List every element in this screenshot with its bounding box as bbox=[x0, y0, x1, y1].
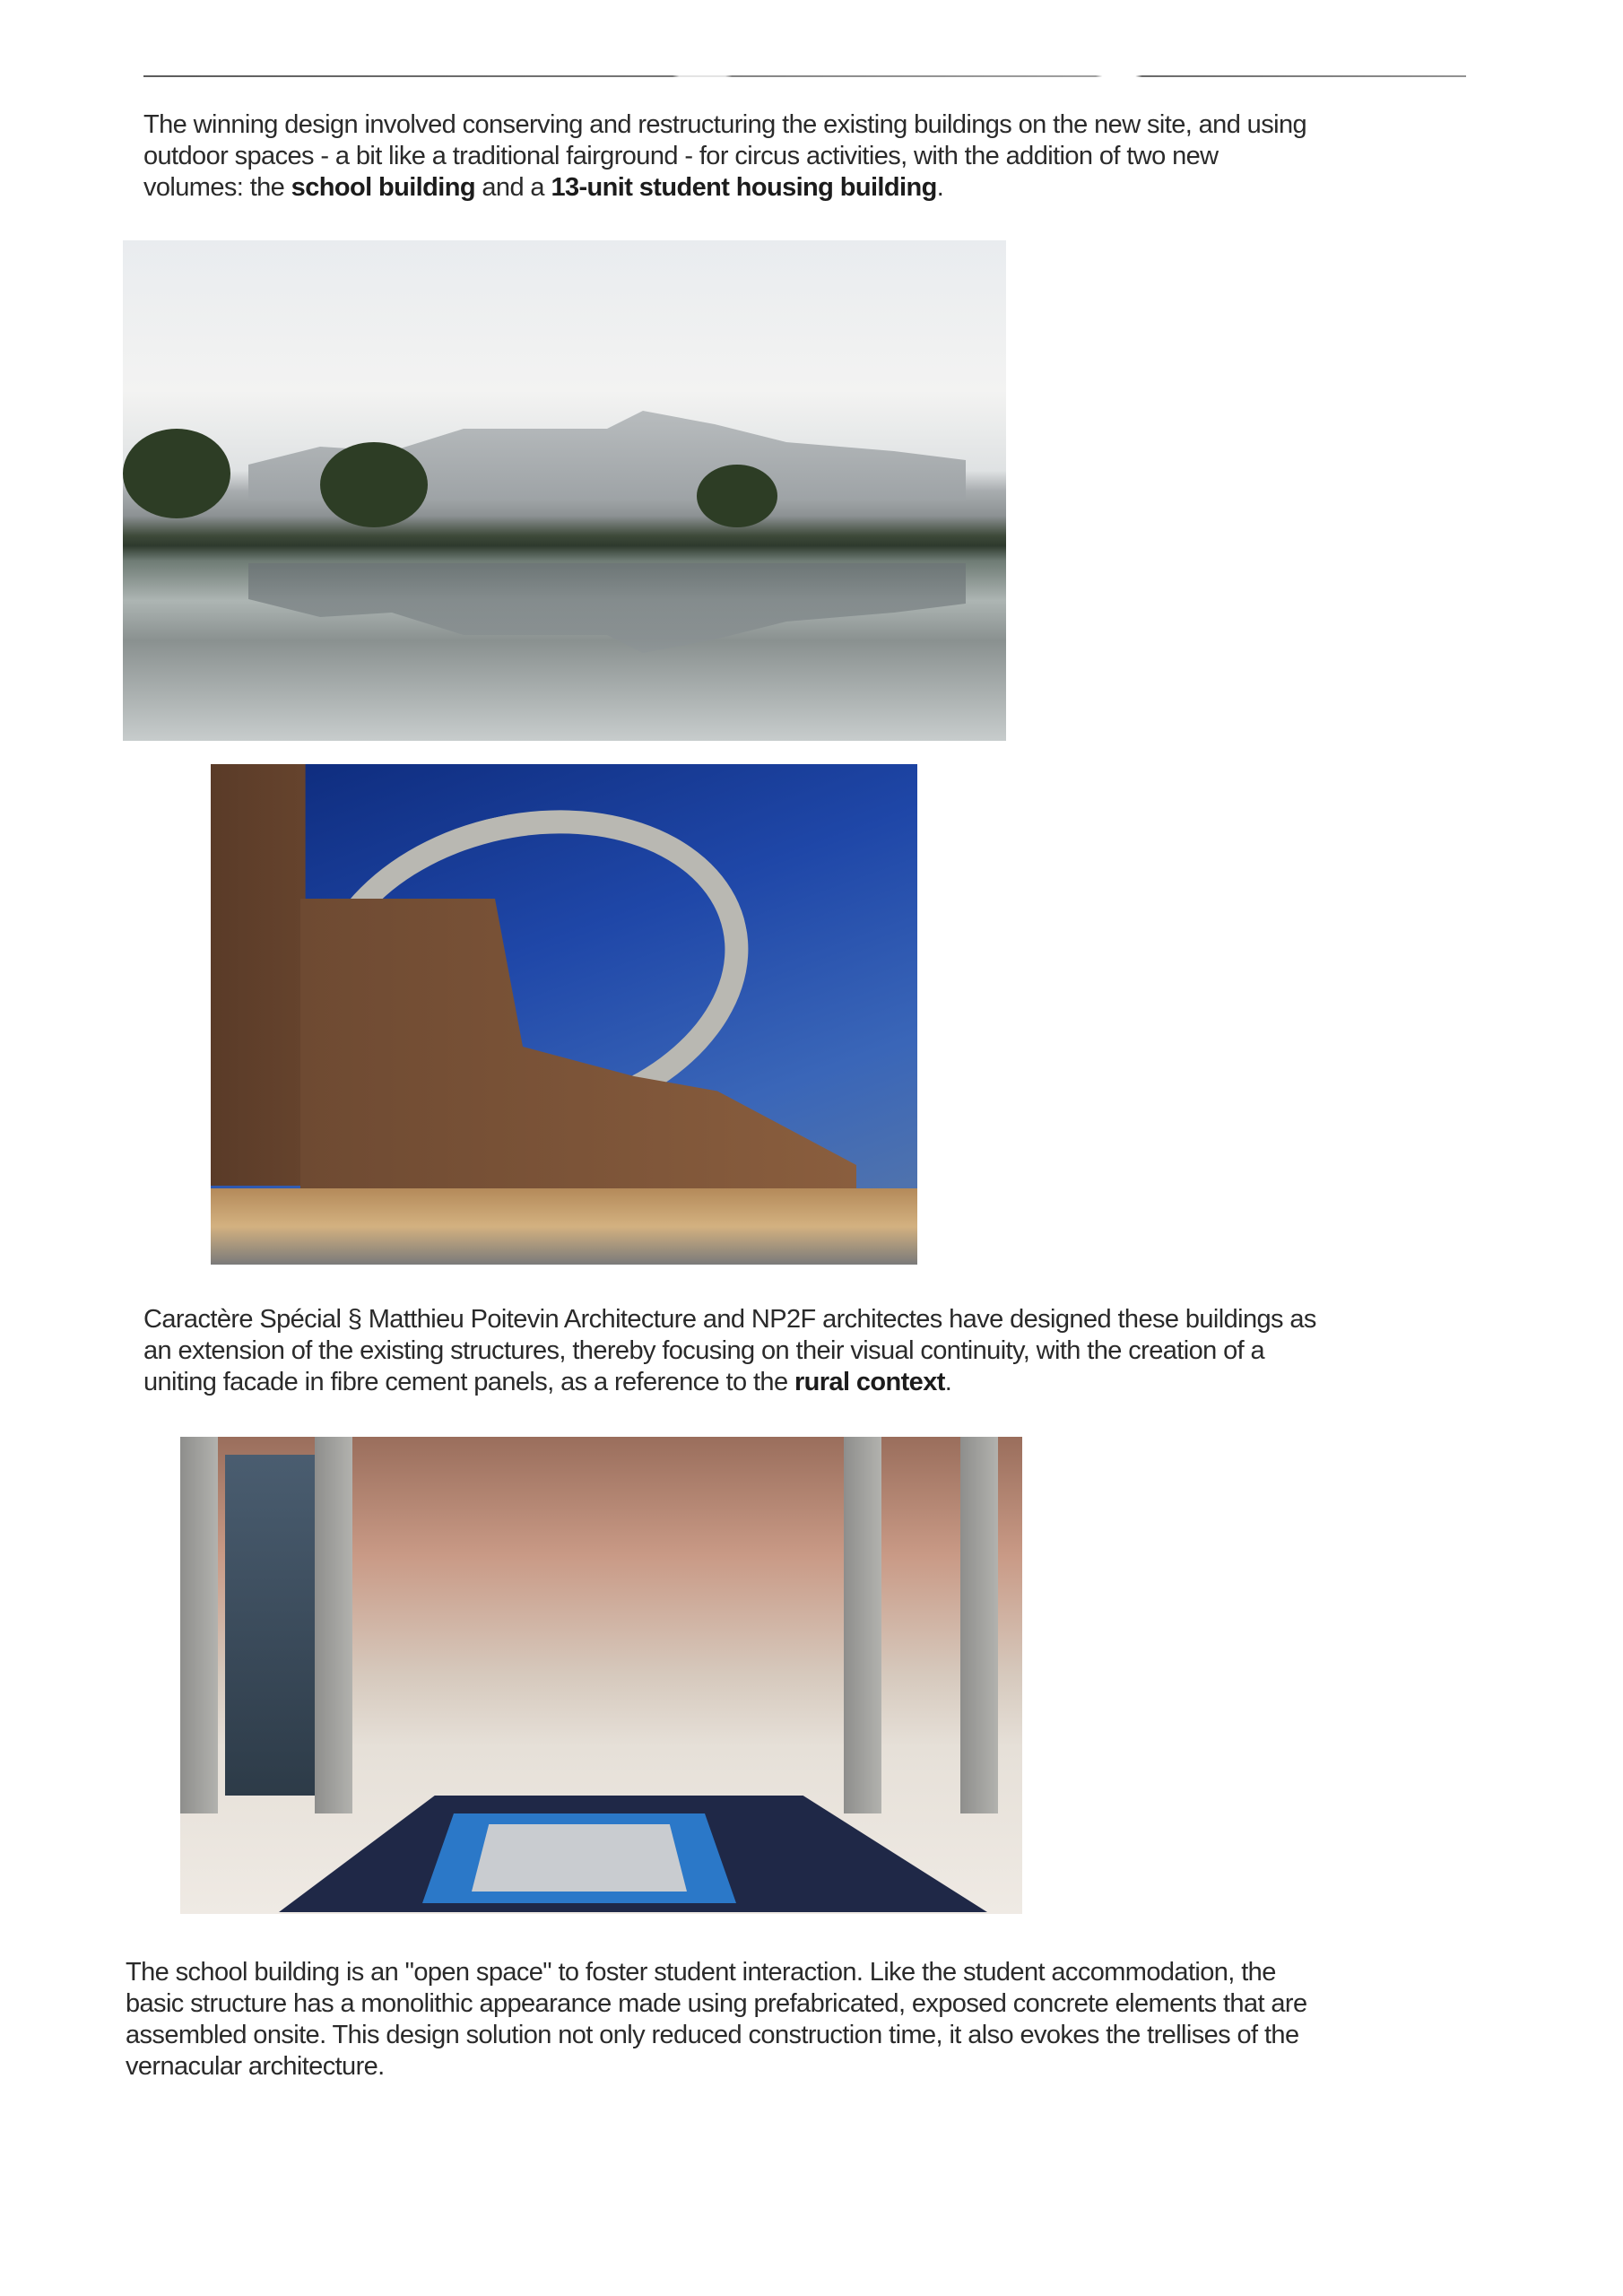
text: . bbox=[944, 1368, 952, 1396]
top-divider bbox=[143, 75, 1466, 77]
text-line bbox=[126, 2051, 1307, 2083]
text: The winning design involved conserving and restructuring the existing buildings on the new site, and using bbox=[143, 110, 1307, 139]
text-line bbox=[126, 2020, 1307, 2051]
trampoline-bed bbox=[472, 1824, 687, 1892]
paragraph-school-building bbox=[126, 1957, 1307, 2083]
column bbox=[180, 1437, 218, 1813]
bold-text: rural context bbox=[794, 1368, 945, 1396]
tree bbox=[320, 442, 428, 527]
text: and a bbox=[474, 173, 551, 202]
text-line bbox=[126, 1957, 1307, 1988]
text: vernacular architecture. bbox=[126, 2052, 385, 2081]
column bbox=[960, 1437, 998, 1813]
text-line bbox=[143, 172, 1306, 204]
text: The school building is an "open space" to foster student interaction. Like the student accommodation, the bbox=[126, 1958, 1276, 1987]
photo-spiral-stair-facade bbox=[211, 764, 917, 1265]
photo-circus-hall-trampoline bbox=[180, 1437, 1022, 1914]
text-line bbox=[126, 1988, 1307, 2020]
tree bbox=[123, 429, 230, 518]
text: . bbox=[936, 173, 944, 202]
text: Caractère Spécial § Matthieu Poitevin Architecture and NP2F architectes have designed these buildings as bbox=[143, 1305, 1316, 1334]
building-reflection bbox=[248, 563, 966, 653]
paragraph-architects bbox=[143, 1304, 1316, 1398]
text-line bbox=[143, 1335, 1316, 1367]
text: outdoor spaces - a bit like a traditional fairground - for circus activities, with the addition of two new bbox=[143, 142, 1219, 170]
column bbox=[315, 1437, 352, 1813]
text-line bbox=[143, 1367, 1316, 1398]
ground-steps bbox=[211, 1188, 917, 1265]
text: assembled onsite. This design solution not only reduced construction time, it also evokes the trellises of the bbox=[126, 2021, 1299, 2049]
text: basic structure has a monolithic appearance made using prefabricated, exposed concrete elements that are bbox=[126, 1989, 1307, 2018]
photo-buildings-by-water bbox=[123, 240, 1006, 741]
column bbox=[844, 1437, 881, 1813]
text-line bbox=[143, 1304, 1316, 1335]
bold-text: 13-unit student housing building bbox=[551, 173, 937, 202]
tree bbox=[697, 465, 777, 527]
text-line bbox=[143, 141, 1306, 172]
text: an extension of the existing structures, thereby focusing on their visual continuity, with the creation of a bbox=[143, 1336, 1265, 1365]
text: uniting facade in fibre cement panels, as a reference to the bbox=[143, 1368, 794, 1396]
bold-text: school building bbox=[291, 173, 475, 202]
text: volumes: the bbox=[143, 173, 291, 202]
text-line bbox=[143, 109, 1306, 141]
paragraph-winning-design bbox=[143, 109, 1306, 204]
